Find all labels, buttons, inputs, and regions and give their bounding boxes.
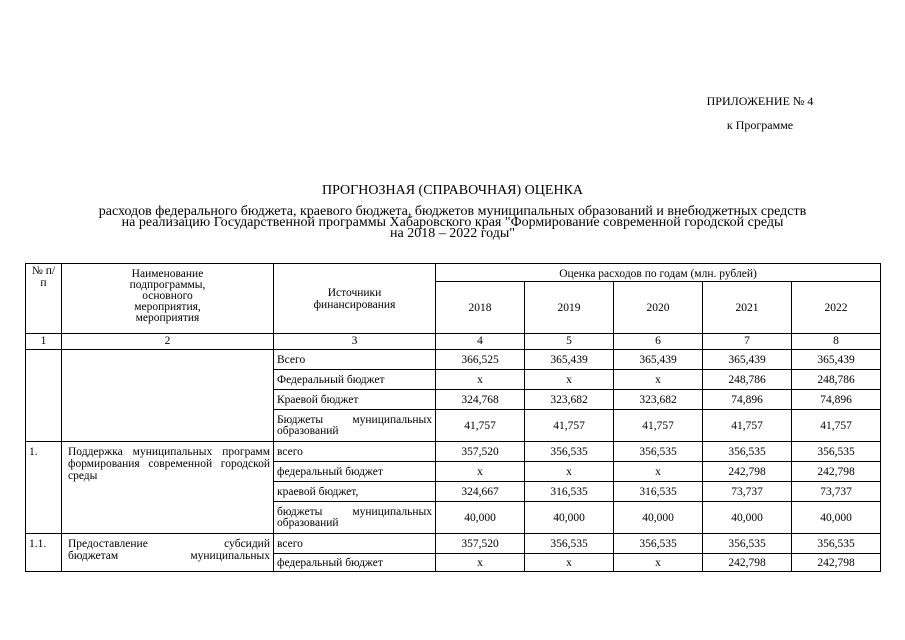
header-estimate: Оценка расходов по годам (млн. рублей) — [436, 264, 881, 282]
value-cell: 316,535 — [614, 482, 703, 502]
header-year: 2022 — [792, 282, 881, 334]
value-cell: х — [525, 370, 614, 390]
col-number: 7 — [703, 334, 792, 350]
value-cell: х — [436, 370, 525, 390]
value-cell: 324,667 — [436, 482, 525, 502]
value-cell: 356,535 — [614, 442, 703, 462]
header-year: 2021 — [703, 282, 792, 334]
header-name-line: мероприятия, — [134, 301, 201, 313]
source-cell — [274, 410, 436, 442]
value-cell: 356,535 — [703, 534, 792, 554]
value-cell: 74,896 — [792, 390, 881, 410]
value-cell: 242,798 — [792, 462, 881, 482]
source-cell: федеральный бюджет — [274, 462, 436, 482]
budget-table — [25, 263, 881, 572]
value-cell: 324,768 — [436, 390, 525, 410]
value-cell: 74,896 — [703, 390, 792, 410]
header-name-line: подпрограммы, — [129, 279, 206, 291]
header-num: № п/п — [26, 264, 62, 334]
source-cell — [274, 502, 436, 534]
value-cell: х — [614, 462, 703, 482]
value-cell: 242,798 — [792, 554, 881, 572]
value-cell: 366,525 — [436, 350, 525, 370]
header-source-line: финансирования — [313, 298, 396, 311]
source-cell: федеральный бюджет — [274, 554, 436, 572]
value-cell: 356,535 — [792, 442, 881, 462]
row-name-word: муниципальных — [190, 550, 270, 562]
row-num: 1. — [26, 442, 62, 534]
value-cell: 41,757 — [792, 410, 881, 442]
value-cell: 356,535 — [703, 442, 792, 462]
value-cell: 365,439 — [525, 350, 614, 370]
value-cell: х — [614, 554, 703, 572]
value-cell: 40,000 — [525, 502, 614, 534]
header-source — [274, 264, 436, 334]
row-num: 1.1. — [26, 534, 62, 572]
value-cell: 242,798 — [703, 554, 792, 572]
header-source-line: Источники — [327, 286, 382, 299]
value-cell: 356,535 — [792, 534, 881, 554]
source-cell: всего — [274, 442, 436, 462]
appendix-program: к Программе — [726, 118, 794, 132]
value-cell: х — [614, 370, 703, 390]
value-cell: х — [436, 554, 525, 572]
header-name-line: основного — [142, 290, 193, 302]
value-cell: х — [525, 554, 614, 572]
value-cell: 41,757 — [525, 410, 614, 442]
value-cell: 365,439 — [614, 350, 703, 370]
col-number: 6 — [614, 334, 703, 350]
source-cell: Всего — [274, 350, 436, 370]
header-year: 2018 — [436, 282, 525, 334]
source-line: Бюджеты муниципальных — [277, 413, 432, 426]
header-row-1 — [26, 264, 881, 282]
table-row — [26, 442, 881, 462]
source-line: образований — [277, 516, 339, 529]
col-number: 1 — [26, 334, 62, 350]
value-cell: 41,757 — [436, 410, 525, 442]
value-cell: 242,798 — [703, 462, 792, 482]
source-cell: краевой бюджет, — [274, 482, 436, 502]
appendix-label — [680, 94, 840, 132]
source-line: бюджеты муниципальных — [277, 505, 432, 518]
value-cell: 40,000 — [792, 502, 881, 534]
header-name-line: Наименование — [131, 268, 204, 280]
value-cell: 41,757 — [614, 410, 703, 442]
row-name-line — [68, 538, 270, 550]
value-cell: 40,000 — [436, 502, 525, 534]
value-cell: 356,535 — [614, 534, 703, 554]
table-row — [26, 534, 881, 554]
col-number: 5 — [525, 334, 614, 350]
col-number: 3 — [274, 334, 436, 350]
value-cell: 248,786 — [792, 370, 881, 390]
value-cell: 323,682 — [525, 390, 614, 410]
source-cell: Краевой бюджет — [274, 390, 436, 410]
row-name-word: субсидий — [224, 538, 270, 550]
document-subtitle — [60, 206, 845, 239]
value-cell: 248,786 — [703, 370, 792, 390]
row-name-line — [68, 550, 270, 562]
source-line: образований — [277, 424, 339, 437]
row-name — [62, 534, 274, 572]
value-cell: 73,737 — [792, 482, 881, 502]
row-name-word: бюджетам — [68, 550, 119, 562]
value-cell: 356,535 — [525, 534, 614, 554]
column-number-row — [26, 334, 881, 350]
row-num — [26, 350, 62, 442]
value-cell: 365,439 — [703, 350, 792, 370]
appendix-number: ПРИЛОЖЕНИЕ № 4 — [706, 94, 814, 108]
row-name — [62, 350, 274, 442]
subtitle-line-3: на 2018 – 2022 годы" — [390, 226, 515, 241]
value-cell: 40,000 — [614, 502, 703, 534]
subtitle-line-1: расходов федерального бюджета, краевого бюджета, бюджетов муниципальных образований и внебюджетных средств — [98, 204, 807, 219]
col-number: 8 — [792, 334, 881, 350]
value-cell: 357,520 — [436, 442, 525, 462]
header-year: 2020 — [614, 282, 703, 334]
value-cell: 323,682 — [614, 390, 703, 410]
value-cell: 73,737 — [703, 482, 792, 502]
value-cell: х — [436, 462, 525, 482]
row-name: Поддержка муниципальных программ формирования современной городской среды — [62, 442, 274, 534]
value-cell: х — [525, 462, 614, 482]
value-cell: 316,535 — [525, 482, 614, 502]
col-number: 4 — [436, 334, 525, 350]
source-cell: Федеральный бюджет — [274, 370, 436, 390]
table-row — [26, 350, 881, 370]
value-cell: 356,535 — [525, 442, 614, 462]
document-title: ПРОГНОЗНАЯ (СПРАВОЧНАЯ) ОЦЕНКА — [321, 183, 584, 198]
value-cell: 365,439 — [792, 350, 881, 370]
header-name — [62, 264, 274, 334]
value-cell: 40,000 — [703, 502, 792, 534]
header-year: 2019 — [525, 282, 614, 334]
value-cell: 41,757 — [703, 410, 792, 442]
header-name-line: мероприятия — [135, 312, 200, 324]
col-number: 2 — [62, 334, 274, 350]
value-cell: 357,520 — [436, 534, 525, 554]
row-name-word: Предоставление — [68, 538, 148, 550]
subtitle-line-2: на реализацию Государственной программы Хабаровского края "Формирование современной городской среды — [121, 215, 784, 230]
source-cell: всего — [274, 534, 436, 554]
